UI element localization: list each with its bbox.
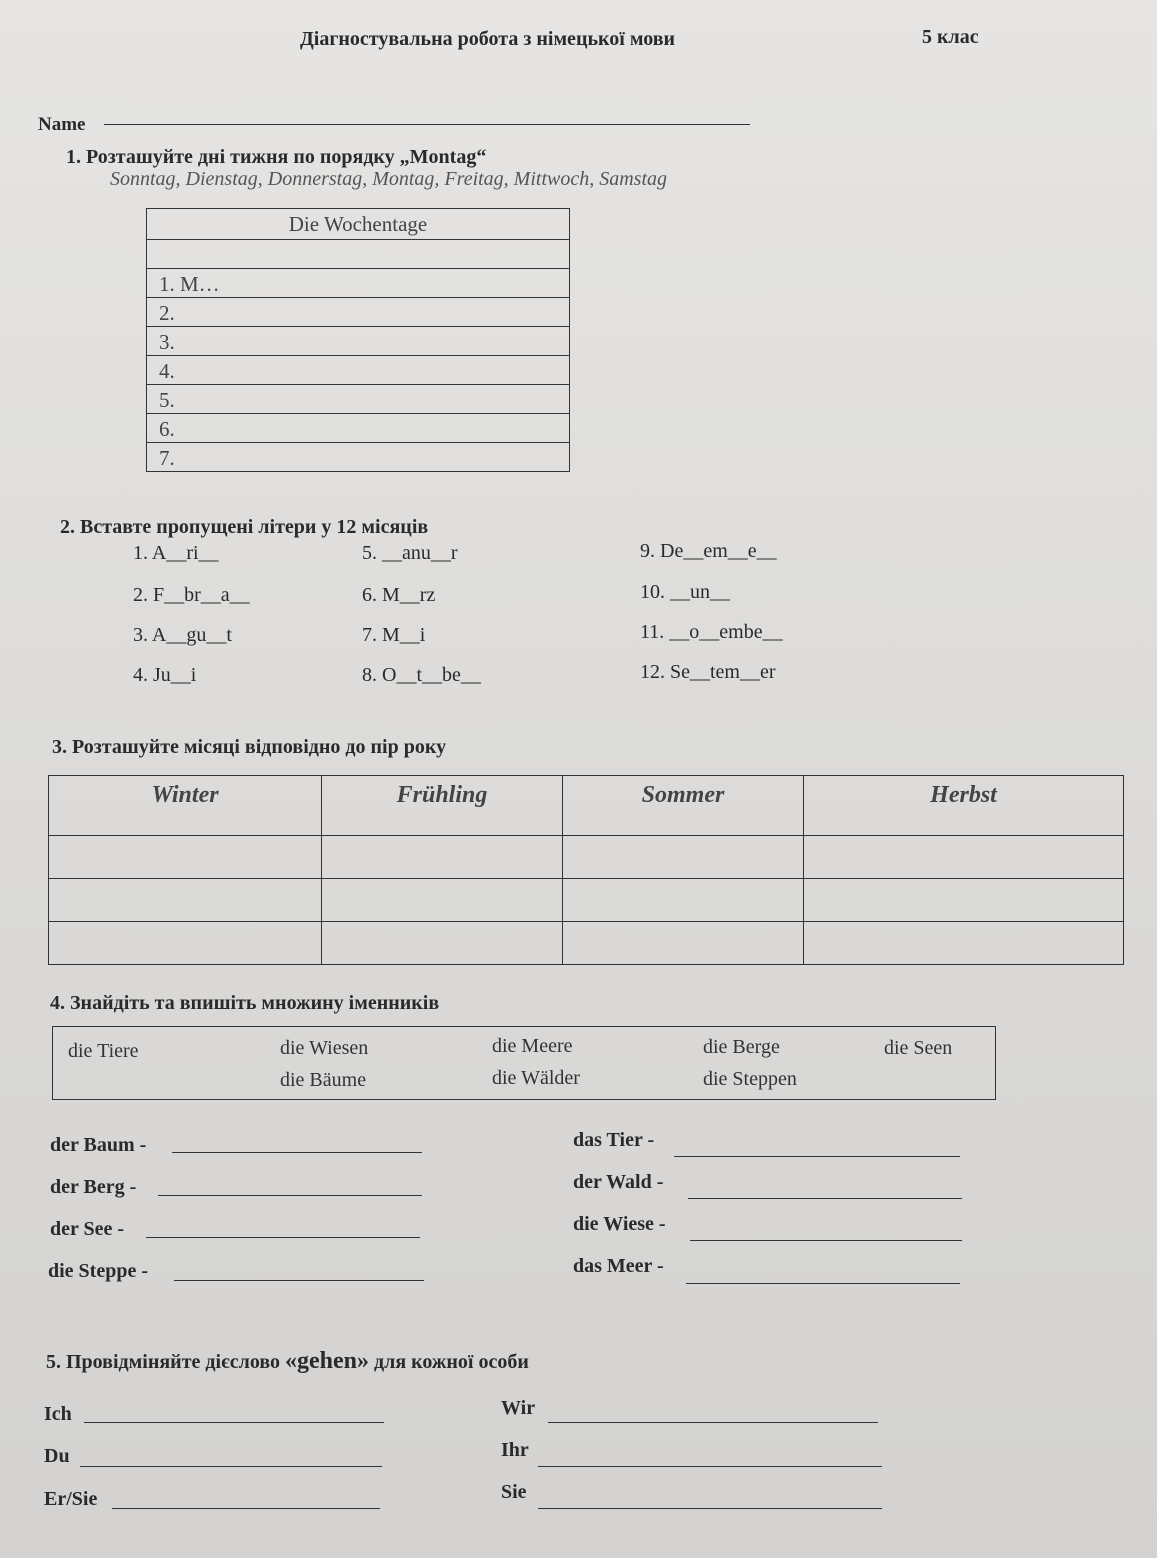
task5-prompt-start: 5. Провідміняйте дієслово bbox=[46, 1351, 285, 1373]
name-line[interactable] bbox=[104, 124, 750, 125]
table-cell[interactable] bbox=[322, 879, 563, 922]
noun-word: die Seen bbox=[884, 1037, 953, 1059]
table-cell[interactable] bbox=[322, 836, 563, 879]
task5-verb: «gehen» bbox=[284, 1348, 369, 1374]
answer-line[interactable] bbox=[688, 1198, 962, 1199]
answer-line[interactable] bbox=[80, 1466, 382, 1467]
task3-prompt: 3. Розташуйте місяці відповідно до пір року bbox=[52, 736, 447, 758]
season-header-herbst: Herbst bbox=[804, 776, 1124, 836]
noun-label: die Steppe - bbox=[48, 1260, 148, 1282]
pronoun-label: Er/Sie bbox=[44, 1488, 98, 1510]
noun-label: das Meer - bbox=[573, 1255, 664, 1277]
name-label: Name bbox=[38, 114, 86, 135]
month-item[interactable]: 11. __o__embe__ bbox=[640, 621, 783, 643]
table-cell[interactable] bbox=[563, 922, 804, 965]
noun-label: das Tier - bbox=[573, 1129, 655, 1151]
task4-prompt: 4. Знайдіть та впишіть множину іменників bbox=[50, 992, 440, 1014]
pronoun-label: Du bbox=[44, 1445, 70, 1467]
noun-label: der Berg - bbox=[50, 1176, 137, 1198]
noun-word: die Bäume bbox=[280, 1069, 367, 1091]
table-cell[interactable] bbox=[49, 836, 322, 879]
month-item[interactable]: 8. O__t__be__ bbox=[362, 664, 481, 686]
answer-line[interactable] bbox=[674, 1156, 960, 1157]
table-cell[interactable] bbox=[563, 836, 804, 879]
answer-line[interactable] bbox=[686, 1283, 960, 1284]
table-row[interactable]: 5. bbox=[147, 385, 570, 414]
season-header-winter: Winter bbox=[49, 776, 322, 836]
weekdays-table-header: Die Wochentage bbox=[147, 209, 570, 240]
month-item[interactable]: 10. __un__ bbox=[640, 581, 730, 603]
season-header-sommer: Sommer bbox=[563, 776, 804, 836]
noun-word: die Wiesen bbox=[280, 1037, 369, 1059]
grade-label: 5 клас bbox=[922, 26, 979, 48]
task1-prompt: 1. Розташуйте дні тижня по порядку „Montag“ bbox=[66, 146, 487, 168]
noun-label: der Baum - bbox=[50, 1134, 147, 1156]
pronoun-label: Sie bbox=[501, 1481, 527, 1503]
table-row[interactable]: 7. bbox=[147, 443, 570, 472]
seasons-table bbox=[48, 775, 1124, 965]
month-item[interactable]: 12. Se__tem__er bbox=[640, 661, 776, 683]
table-row[interactable]: 2. bbox=[147, 298, 570, 327]
days-list: Sonntag, Dienstag, Donnerstag, Montag, Freitag, Mittwoch, Samstag bbox=[110, 168, 668, 190]
task5-prompt-end: для кожної особи bbox=[368, 1351, 529, 1373]
answer-line[interactable] bbox=[112, 1508, 380, 1509]
noun-word: die Wälder bbox=[492, 1067, 580, 1089]
month-item[interactable]: 9. De__em__e__ bbox=[640, 540, 777, 562]
task2-prompt: 2. Вставте пропущені літери у 12 місяців bbox=[60, 516, 429, 538]
month-item[interactable]: 2. F__br__a__ bbox=[133, 584, 250, 606]
table-row[interactable] bbox=[147, 240, 570, 269]
noun-word: die Steppen bbox=[703, 1068, 797, 1090]
table-row[interactable]: 4. bbox=[147, 356, 570, 385]
answer-line[interactable] bbox=[146, 1237, 420, 1238]
pronoun-label: Ich bbox=[44, 1403, 72, 1425]
table-row[interactable]: 6. bbox=[147, 414, 570, 443]
month-item[interactable]: 4. Ju__i bbox=[133, 664, 197, 686]
table-row[interactable]: 1. M… bbox=[147, 269, 570, 298]
noun-label: die Wiese - bbox=[573, 1213, 666, 1235]
noun-label: der Wald - bbox=[573, 1171, 664, 1193]
answer-line[interactable] bbox=[174, 1280, 424, 1281]
table-cell[interactable] bbox=[804, 836, 1124, 879]
season-header-fruehling: Frühling bbox=[322, 776, 563, 836]
table-cell[interactable] bbox=[563, 879, 804, 922]
task5-prompt bbox=[46, 1348, 529, 1375]
noun-word: die Berge bbox=[703, 1036, 780, 1058]
noun-label: der See - bbox=[50, 1218, 125, 1240]
table-cell[interactable] bbox=[804, 922, 1124, 965]
pronoun-label: Ihr bbox=[501, 1439, 529, 1461]
month-item[interactable]: 1. A__ri__ bbox=[133, 542, 219, 564]
answer-line[interactable] bbox=[548, 1422, 878, 1423]
answer-line[interactable] bbox=[84, 1422, 384, 1423]
answer-line[interactable] bbox=[172, 1152, 422, 1153]
table-cell[interactable] bbox=[804, 879, 1124, 922]
pronoun-label: Wir bbox=[501, 1397, 536, 1419]
answer-line[interactable] bbox=[690, 1240, 962, 1241]
month-item[interactable]: 7. M__i bbox=[362, 624, 426, 646]
page-title: Діагностувальна робота з німецької мови bbox=[300, 28, 676, 50]
table-cell[interactable] bbox=[322, 922, 563, 965]
answer-line[interactable] bbox=[538, 1508, 882, 1509]
month-item[interactable]: 5. __anu__r bbox=[362, 542, 458, 564]
noun-word: die Meere bbox=[492, 1035, 573, 1057]
noun-word: die Tiere bbox=[68, 1040, 139, 1062]
answer-line[interactable] bbox=[158, 1195, 422, 1196]
month-item[interactable]: 6. M__rz bbox=[362, 584, 436, 606]
table-cell[interactable] bbox=[49, 879, 322, 922]
table-row[interactable]: 3. bbox=[147, 327, 570, 356]
table-cell[interactable] bbox=[49, 922, 322, 965]
weekdays-table bbox=[146, 208, 570, 472]
month-item[interactable]: 3. A__gu__t bbox=[133, 624, 232, 646]
answer-line[interactable] bbox=[538, 1466, 882, 1467]
